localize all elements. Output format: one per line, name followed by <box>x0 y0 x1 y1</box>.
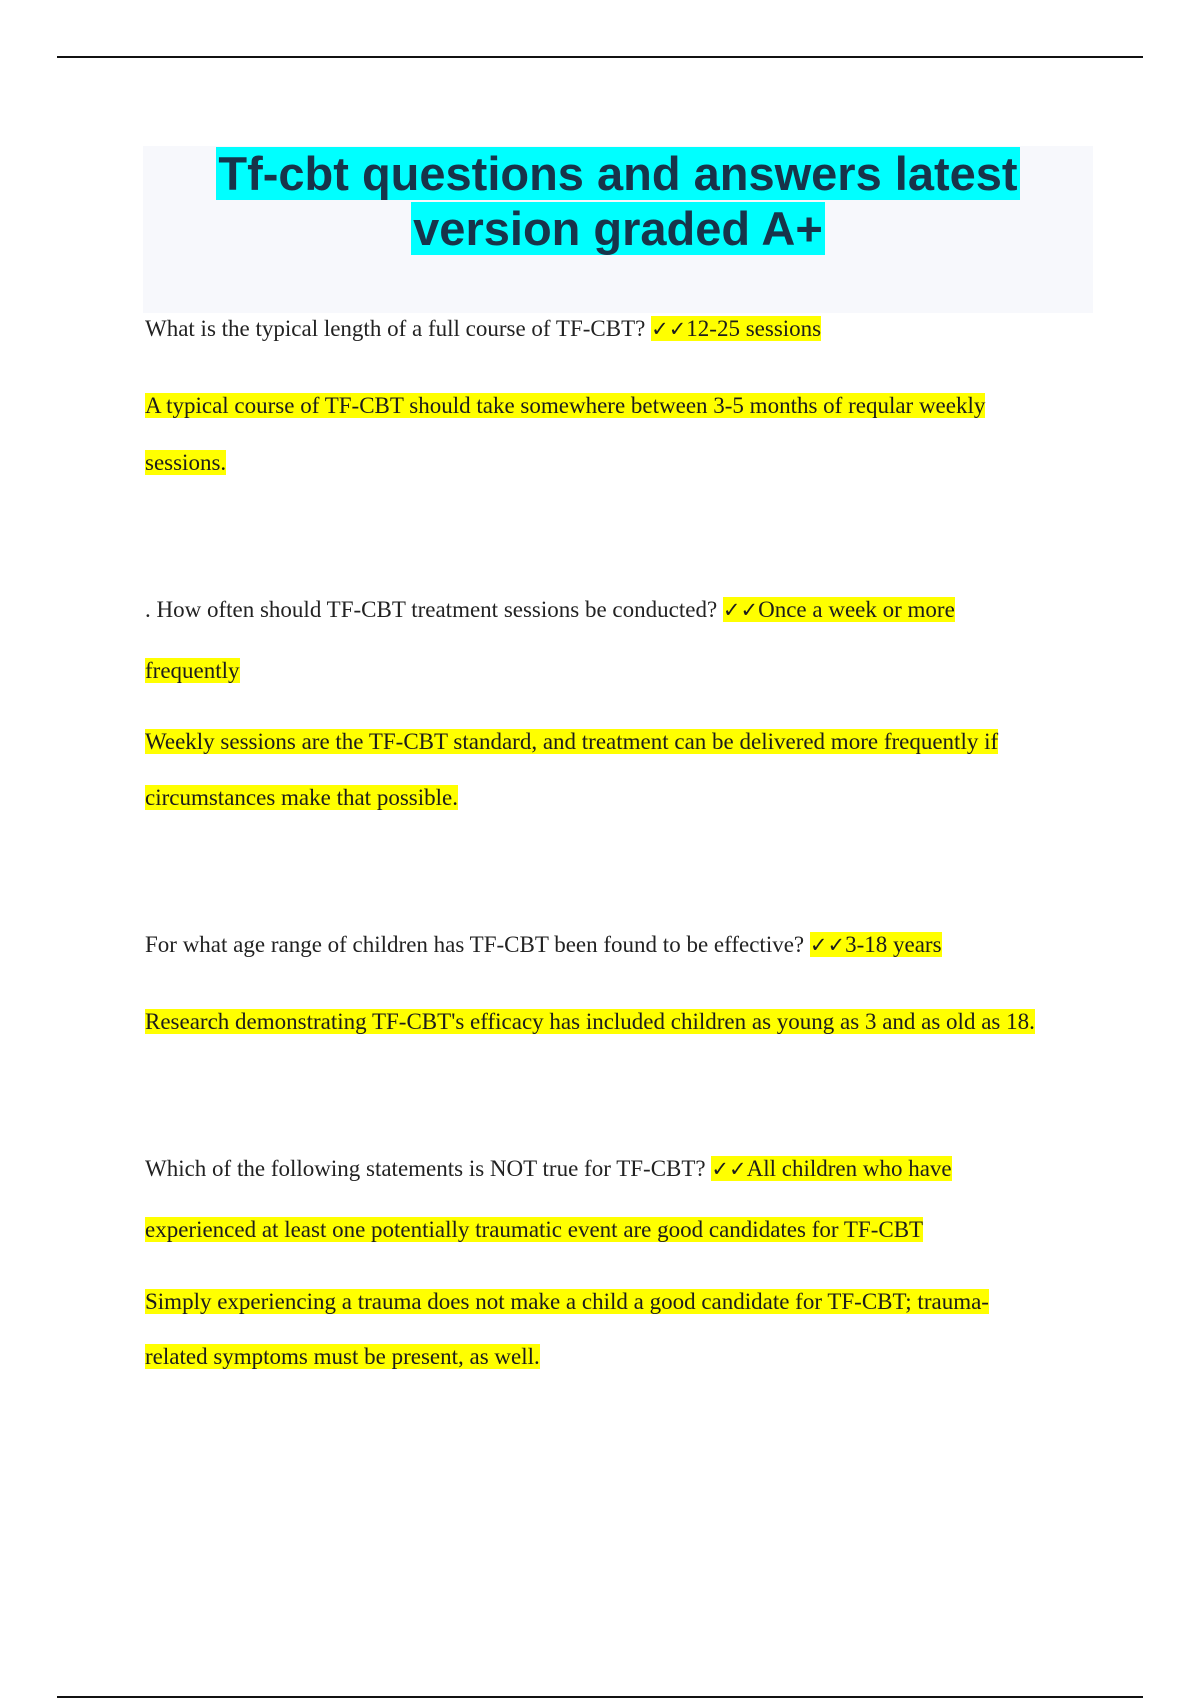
explanation-1-line-2: sessions. <box>145 450 227 475</box>
check-icon: ✓✓ <box>651 317 687 341</box>
answer-highlight <box>810 932 942 957</box>
header-rule <box>57 56 1143 58</box>
explanation-3-line-1: Research demonstrating TF-CBT's efficacy has included children as young as 3 and as old as 18. <box>145 1009 1035 1034</box>
explanation-4-line-2: related symptoms must be present, as well. <box>145 1344 540 1369</box>
question-text: What is the typical length of a full course of TF-CBT? <box>145 316 646 341</box>
question-4 <box>145 1154 952 1184</box>
question-text: . How often should TF-CBT treatment sessions be conducted? <box>145 597 718 622</box>
document-title <box>143 146 1093 256</box>
check-icon: ✓✓ <box>809 933 846 957</box>
explanation-2-line-2: circumstances make that possible. <box>145 785 458 810</box>
title-line-2: version graded A+ <box>413 202 823 255</box>
explanation-2-line-1: Weekly sessions are the TF-CBT standard, and treatment can be delivered more frequently if <box>145 729 999 754</box>
answer-text: All children who have <box>746 1156 952 1181</box>
question-3 <box>145 930 942 960</box>
footer-rule <box>57 1696 1143 1698</box>
answer-text: Once a week or more <box>758 597 955 622</box>
explanation-1-line-1: A typical course of TF-CBT should take somewhere between 3-5 months of reqular weekly <box>145 393 986 418</box>
answer-highlight <box>711 1156 951 1181</box>
answer-highlight <box>723 597 955 622</box>
check-icon: ✓✓ <box>711 1157 747 1181</box>
check-icon: ✓✓ <box>722 598 759 622</box>
question-text: For what age range of children has TF-CBT been found to be effective? <box>145 932 805 957</box>
question-1 <box>145 314 821 344</box>
question-text: Which of the following statements is NOT true for TF-CBT? <box>145 1156 706 1181</box>
answer-text: 3-18 years <box>845 932 942 957</box>
answer-highlight <box>651 316 821 341</box>
explanation-4-line-1: Simply experiencing a trauma does not make a child a good candidate for TF-CBT; trauma- <box>145 1289 989 1314</box>
title-line-1: Tf-cbt questions and answers latest <box>218 147 1018 200</box>
answer-2-line-2: frequently <box>145 658 240 683</box>
answer-4-line-2: experienced at least one potentially traumatic event are good candidates for TF-CBT <box>145 1217 924 1242</box>
answer-text: 12-25 sessions <box>686 316 822 341</box>
question-2 <box>145 595 955 625</box>
